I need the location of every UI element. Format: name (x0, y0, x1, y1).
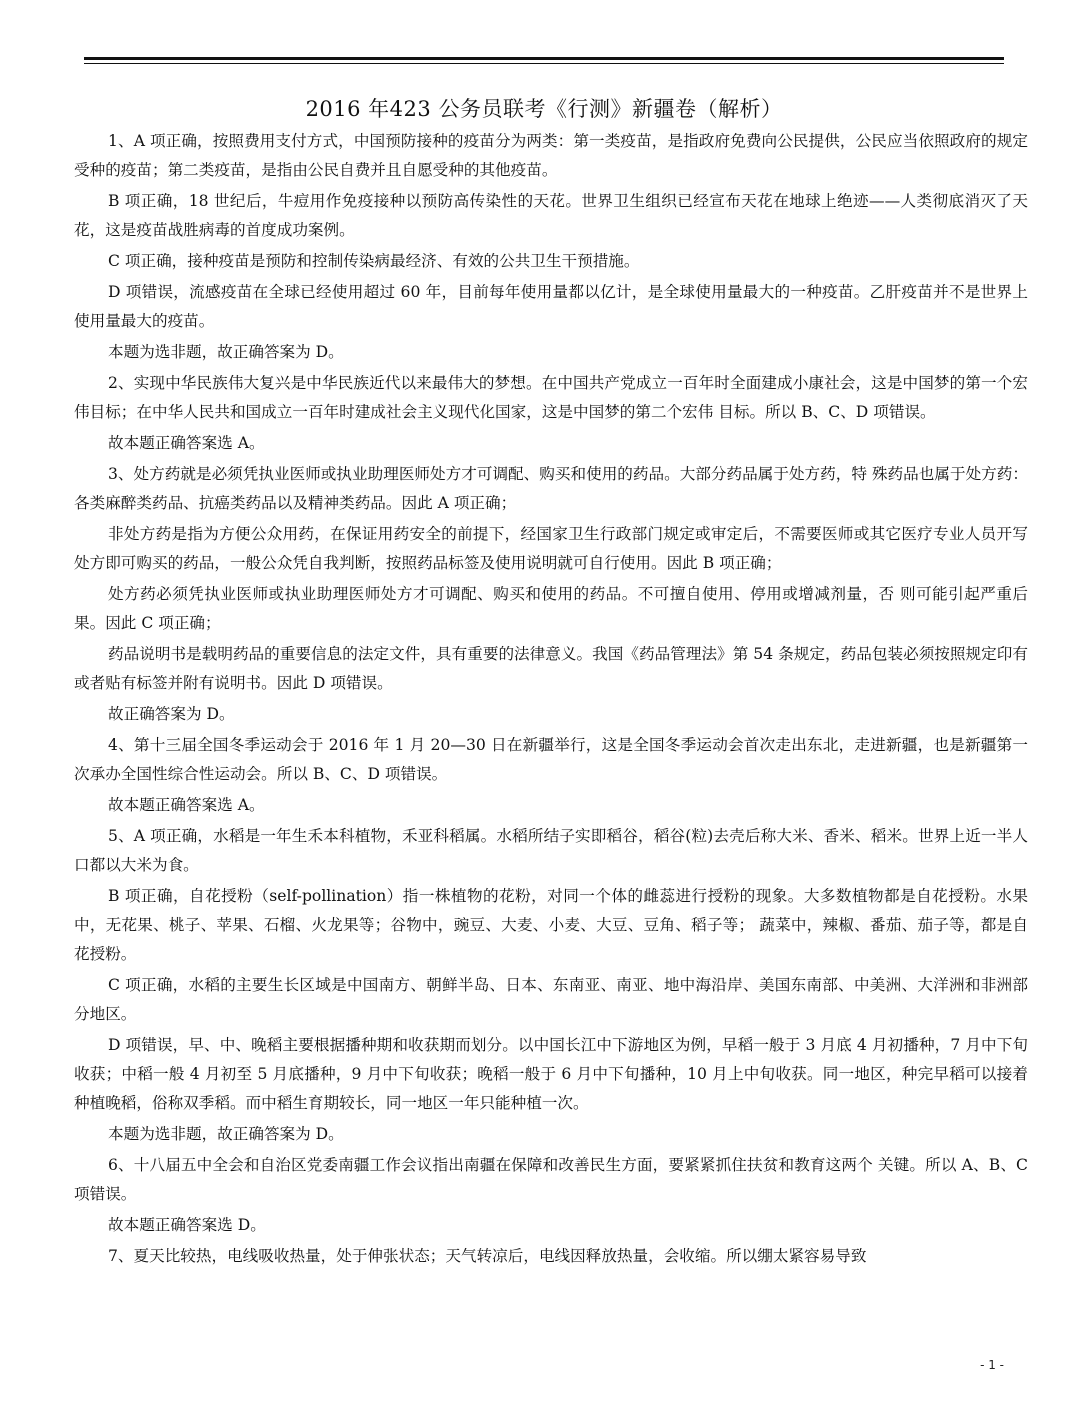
paragraph: 3、处方药就是必须凭执业医师或执业助理医师处方才可调配、购买和使用的药品。大部分药品属于处方药，特 殊药品也属于处方药：各类麻醉类药品、抗癌类药品以及精神类药品。因此 A 项正确； (74, 465, 1028, 512)
page-number: - 1 - (980, 1358, 1004, 1372)
paragraph: 故本题正确答案选 A。 (108, 434, 265, 452)
paragraph: 本题为选非题，故正确答案为 D。 (108, 1125, 344, 1143)
paragraph: 处方药必须凭执业医师或执业助理医师处方才可调配、购买和使用的药品。不可擅自使用、停用或增减剂量，否 则可能引起严重后果。因此 C 项正确； (74, 585, 1028, 632)
paragraph: 故本题正确答案选 A。 (108, 796, 265, 814)
document-body (74, 127, 1028, 1273)
paragraph: D 项错误，流感疫苗在全球已经使用超过 60 年，目前每年使用量都以亿计，是全球使用量最大的一种疫苗。乙肝疫苗并不是世界上使用量最大的疫苗。 (74, 283, 1028, 330)
paragraph: 故本题正确答案选 D。 (108, 1216, 266, 1234)
header-rule-thin (84, 63, 1004, 64)
paragraph: B 项正确，18 世纪后，牛痘用作免疫接种以预防高传染性的天花。世界卫生组织已经宣布天花在地球上绝迹——人类彻底消灭了天花，这是疫苗战胜病毒的首度成功案例。 (74, 192, 1028, 239)
paragraph: 7、夏天比较热，电线吸收热量，处于伸张状态；天气转凉后，电线因释放热量，会收缩。所以绷太紧容易导致 (108, 1247, 867, 1265)
paragraph: 5、A 项正确，水稻是一年生禾本科植物，禾亚科稻属。水稻所结子实即稻谷，稻谷(粒)去壳后称大米、香米、稻米。世界上近一半人口都以大米为食。 (74, 827, 1028, 874)
page-title: 2016 年423 公务员联考《行测》新疆卷（解析） (305, 97, 783, 121)
paragraph: 1、A 项正确，按照费用支付方式，中国预防接种的疫苗分为两类：第一类疫苗，是指政府免费向公民提供，公民应当依照政府的规定受种的疫苗；第二类疫苗，是指由公民自费并且自愿受种的其他疫苗。 (74, 132, 1028, 179)
paragraph: C 项正确，水稻的主要生长区域是中国南方、朝鲜半岛、日本、东南亚、南亚、地中海沿岸、美国东南部、中美洲、大洋洲和非洲部分地区。 (74, 976, 1028, 1023)
paragraph: 故正确答案为 D。 (108, 705, 235, 723)
paragraph: 药品说明书是载明药品的重要信息的法定文件，具有重要的法律意义。我国《药品管理法》第 54 条规定，药品包装必须按照规定印有或者贴有标签并附有说明书。因此 D 项错误。 (74, 645, 1028, 692)
paragraph: B 项正确，自花授粉（self-pollination）指一株植物的花粉，对同一个体的雌蕊进行授粉的现象。大多数植物都是自花授粉。水果中，无花果、桃子、苹果、石榴、火龙果等；谷物中，豌豆、大麦、小麦、大豆、豆角、稻子等； 蔬菜中，辣椒、番茄、茄子等，都是自花授粉。 (74, 887, 1028, 963)
paragraph: C 项正确，接种疫苗是预防和控制传染病最经济、有效的公共卫生干预措施。 (108, 252, 640, 270)
paragraph: 本题为选非题，故正确答案为 D。 (108, 343, 344, 361)
paragraph: 6、十八届五中全会和自治区党委南疆工作会议指出南疆在保障和改善民生方面，要紧紧抓住扶贫和教育这两个 关键。所以 A、B、C 项错误。 (74, 1156, 1028, 1203)
header-rule-thick (84, 57, 1004, 60)
paragraph: 2、实现中华民族伟大复兴是中华民族近代以来最伟大的梦想。在中国共产党成立一百年时全面建成小康社会，这是中国梦的第一个宏伟目标；在中华人民共和国成立一百年时建成社会主义现代化国家，这是中国梦的第二个宏伟 目标。所以 B、C、D 项错误。 (74, 374, 1028, 421)
paragraph: 非处方药是指为方便公众用药，在保证用药安全的前提下，经国家卫生行政部门规定或审定后，不需要医师或其它医疗专业人员开写处方即可购买的药品，一般公众凭自我判断，按照药品标签及使用说明就可自行使用。因此 B 项正确； (74, 525, 1028, 572)
paragraph: D 项错误，早、中、晚稻主要根据播种期和收获期而划分。以中国长江中下游地区为例，早稻一般于 3 月底 4 月初播种，7 月中下旬收获；中稻一般 4 月初至 5 月底播种，9 月中下旬收获；晚稻一般于 6 月中下旬播种，10 月上中旬收获。同一地区，种完早稻可以接着种植晚稻，俗称双季稻。而中稻生育期较长，同一地区一年只能种植一次。 (74, 1036, 1028, 1112)
paragraph: 4、第十三届全国冬季运动会于 2016 年 1 月 20—30 日在新疆举行，这是全国冬季运动会首次走出东北，走进新疆，也是新疆第一次承办全国性综合性运动会。所以 B、C、D 项错误。 (74, 736, 1028, 783)
